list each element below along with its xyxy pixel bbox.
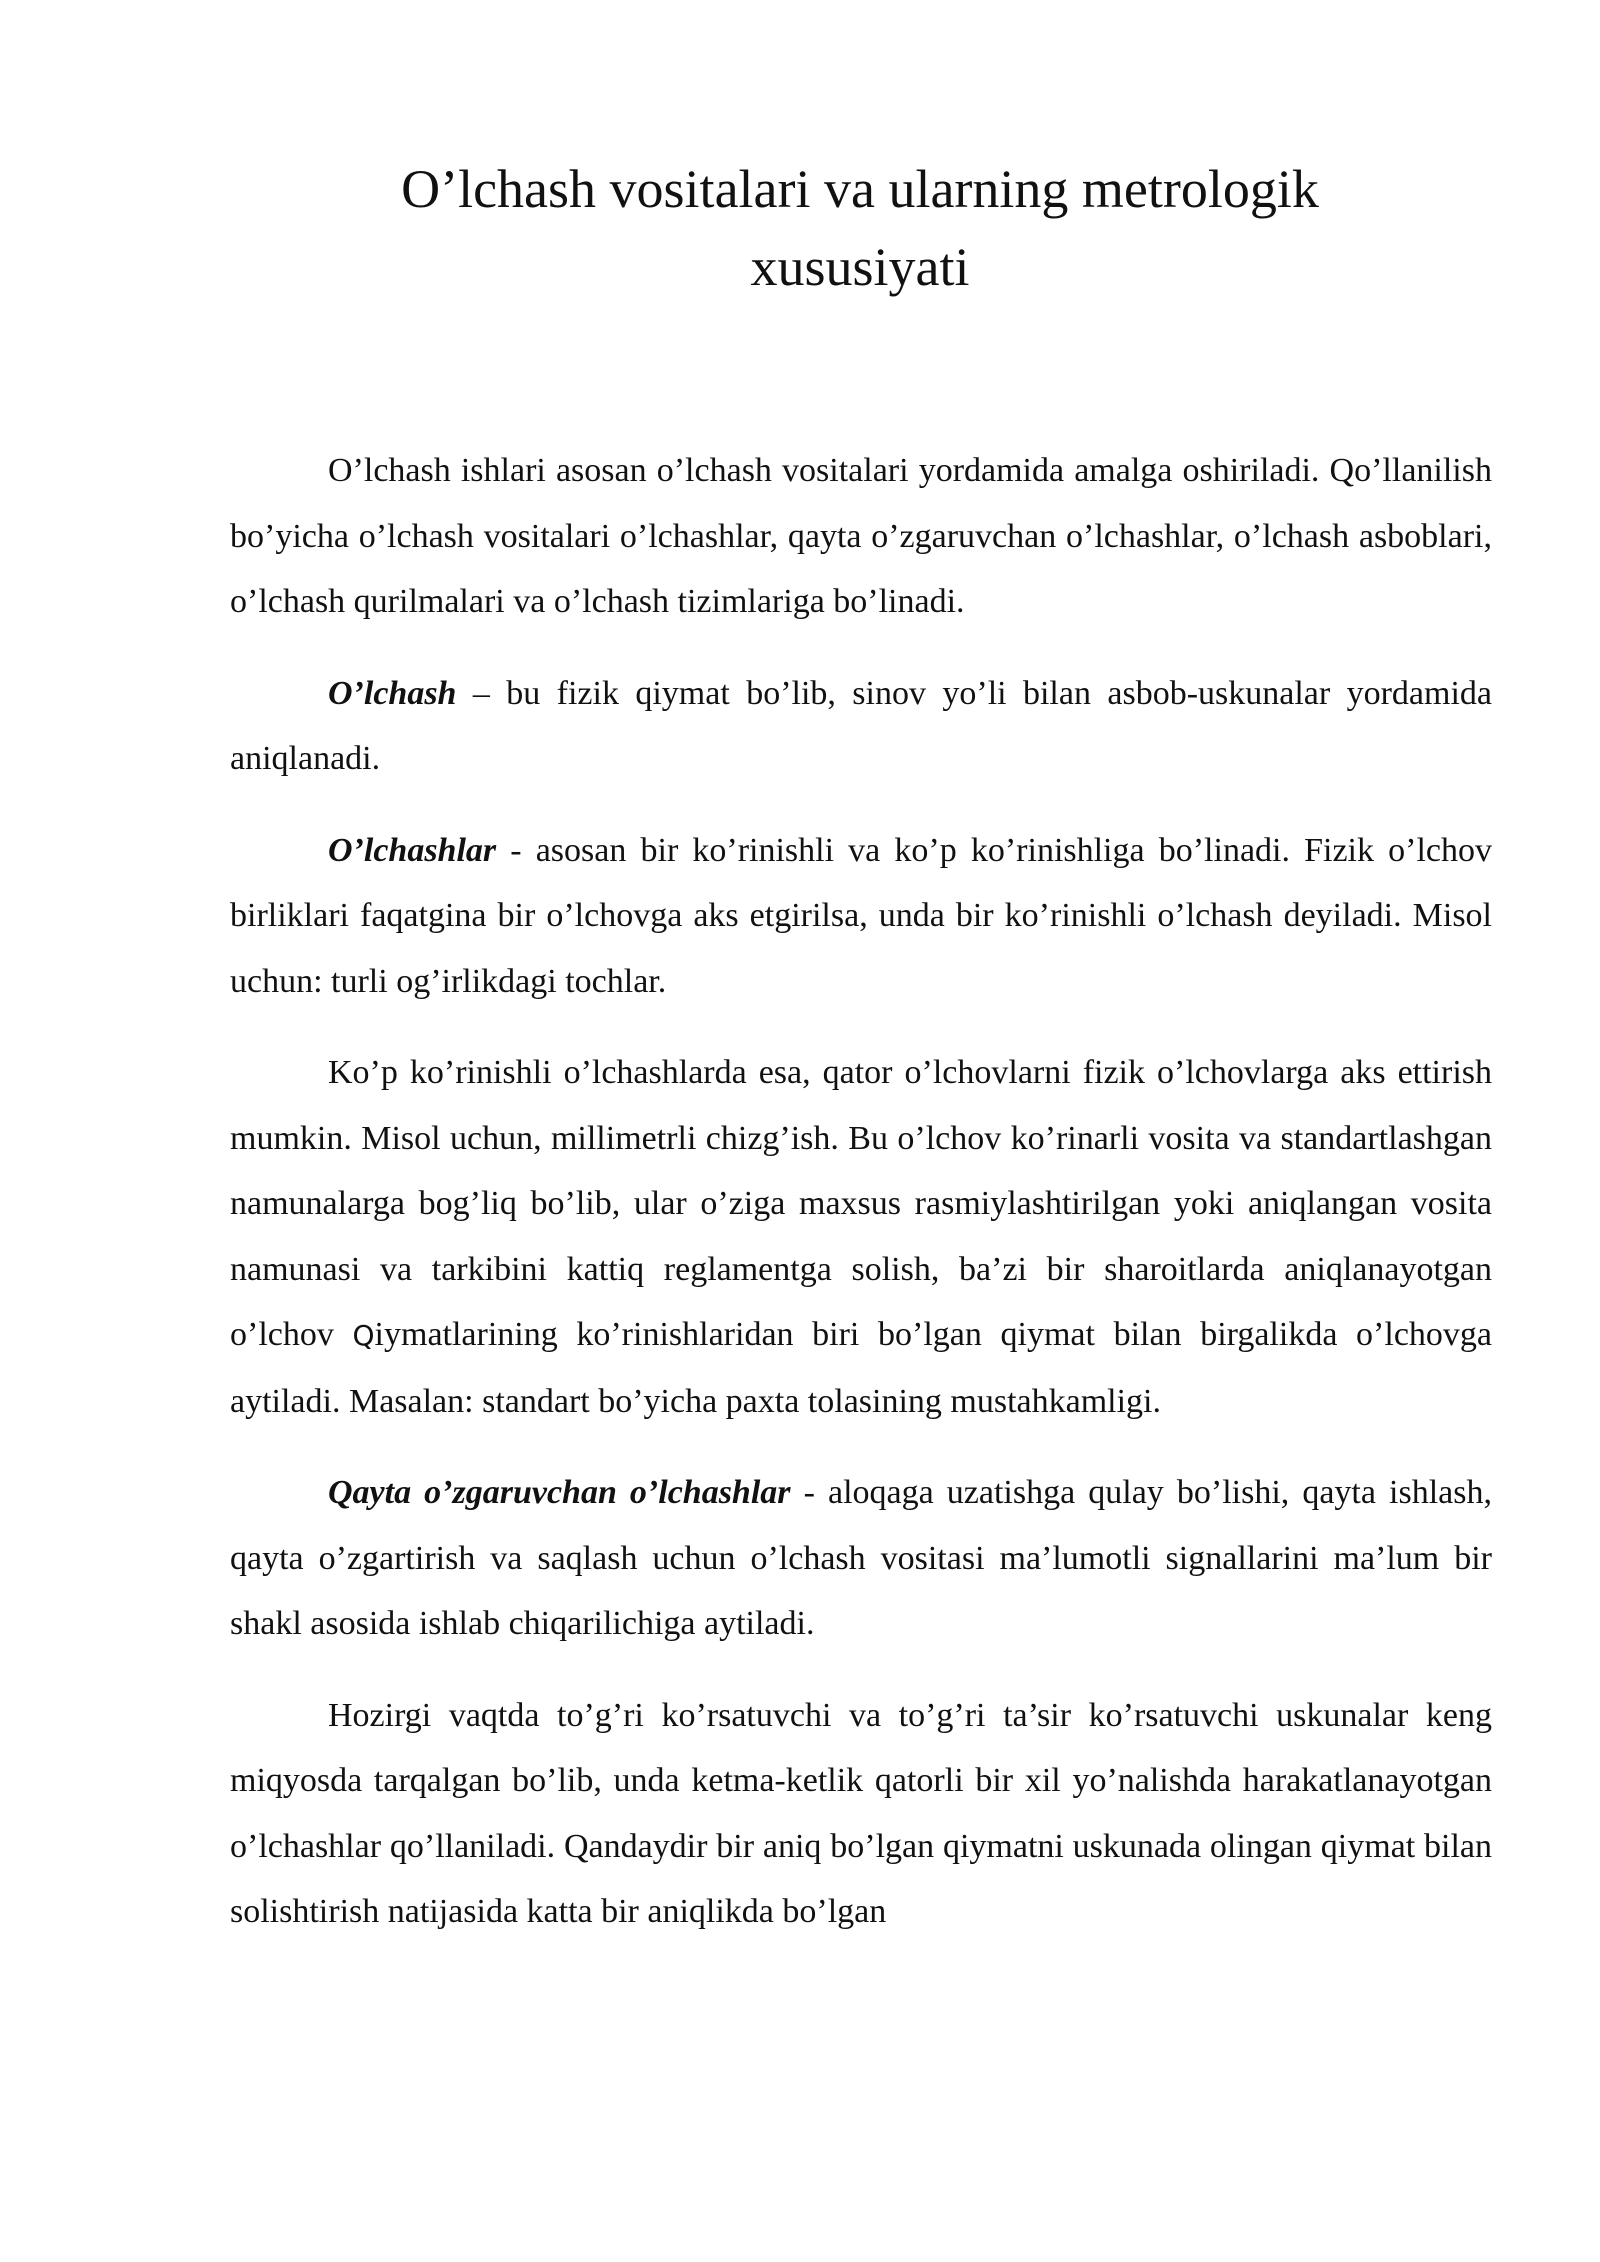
paragraph-text: Hozirgi vaqtda to’g’ri ko’rsatuvchi va to’g’ri ta’sir ko’rsatuvchi uskunalar keng miqyosda tarqalgan bo’lib, unda ketma-ketlik qatorli bir xil yo’nalishda harakatlanayotgan o’lchashlar qo’llaniladi. Qandaydir bir aniq bo’lgan qiymatni uskunada olingan qiymat bilan solishtirish natijasida katta bir aniqlikda bo’lgan bbox=[230, 1696, 1492, 1930]
paragraph-text: - asosan bir ko’rinishli va ko’p ko’rinishliga bo’linadi. Fizik o’lchov birliklari faqatgina bir o’lchovga aks etgirilsa, unda bir ko’rinishli o’lchash deyiladi. Misol uchun: turli og’irlikdagi tochlar. bbox=[230, 831, 1492, 1000]
defined-term: O’lchashlar bbox=[328, 831, 497, 869]
defined-term: Qayta o’zgaruvchan o’lchashlar bbox=[328, 1474, 791, 1511]
paragraph-olchash-definition bbox=[230, 661, 1492, 792]
paragraph-text: - aloqaga uzatishga qulay bo’lishi, qayta ishlash, qayta o’zgartirish va saqlash uchun o’lchash vositasi ma’lumotli signallarini ma’lum bir shakl asosida ishlab chiqarilichiga aytiladi. bbox=[230, 1474, 1492, 1642]
paragraph-current-devices bbox=[230, 1683, 1492, 1945]
paragraph-text: Ko’p ko’rinishli o’lchashlarda esa, qator o’lchovlarni fizik o’lchovlarga aks ettirish mumkin. Misol uchun, millimetrli chizg’ish. Bu o’lchov ko’rinarli vosita va standartlashgan namunalarga bog’liq bo’lib, ular o’ziga maxsus rasmiylashtirilgan yoki aniqlangan vosita namunasi va tarkibini kattiq reglamentga solish, ba’zi bir sharoitlarda aniqlanayotgan o’lchov bbox=[230, 1054, 1492, 1353]
defined-term: O’lchash bbox=[328, 674, 457, 712]
document-body bbox=[230, 438, 1492, 1971]
paragraph-text: – bu fizik qiymat bo’lib, sinov yo’li bilan asbob-uskunalar yordamida aniqlanadi. bbox=[230, 674, 1492, 777]
paragraph-transforming-definition bbox=[230, 1460, 1492, 1657]
paragraph-text-continued: iymatlarining ko’rinishlaridan biri bo’lgan qiymat bilan birgalikda o’lchovga aytiladi. Masalan: standart bo’yicha paxta tolasining mustahkamligi. bbox=[230, 1316, 1493, 1420]
paragraph-text: O’lchash ishlari asosan o’lchash vositalari yordamida amalga oshiriladi. Qo’llanilish bo’yicha o’lchash vositalari o’lchashlar, qayta o’zgaruvchan o’lchashlar, o’lchash asboblari, o’lchash qurilmalari va o’lchash tizimlariga bo’linadi. bbox=[230, 452, 1492, 620]
paragraph-olchashlar-definition bbox=[230, 818, 1492, 1015]
page-title: O’lchash vositalari va ularning metrologik xususiyati bbox=[401, 159, 1319, 297]
paragraph-multi-view bbox=[230, 1040, 1492, 1434]
paragraph-intro bbox=[230, 438, 1492, 635]
paragraph-small-letter: Q bbox=[352, 1319, 375, 1352]
